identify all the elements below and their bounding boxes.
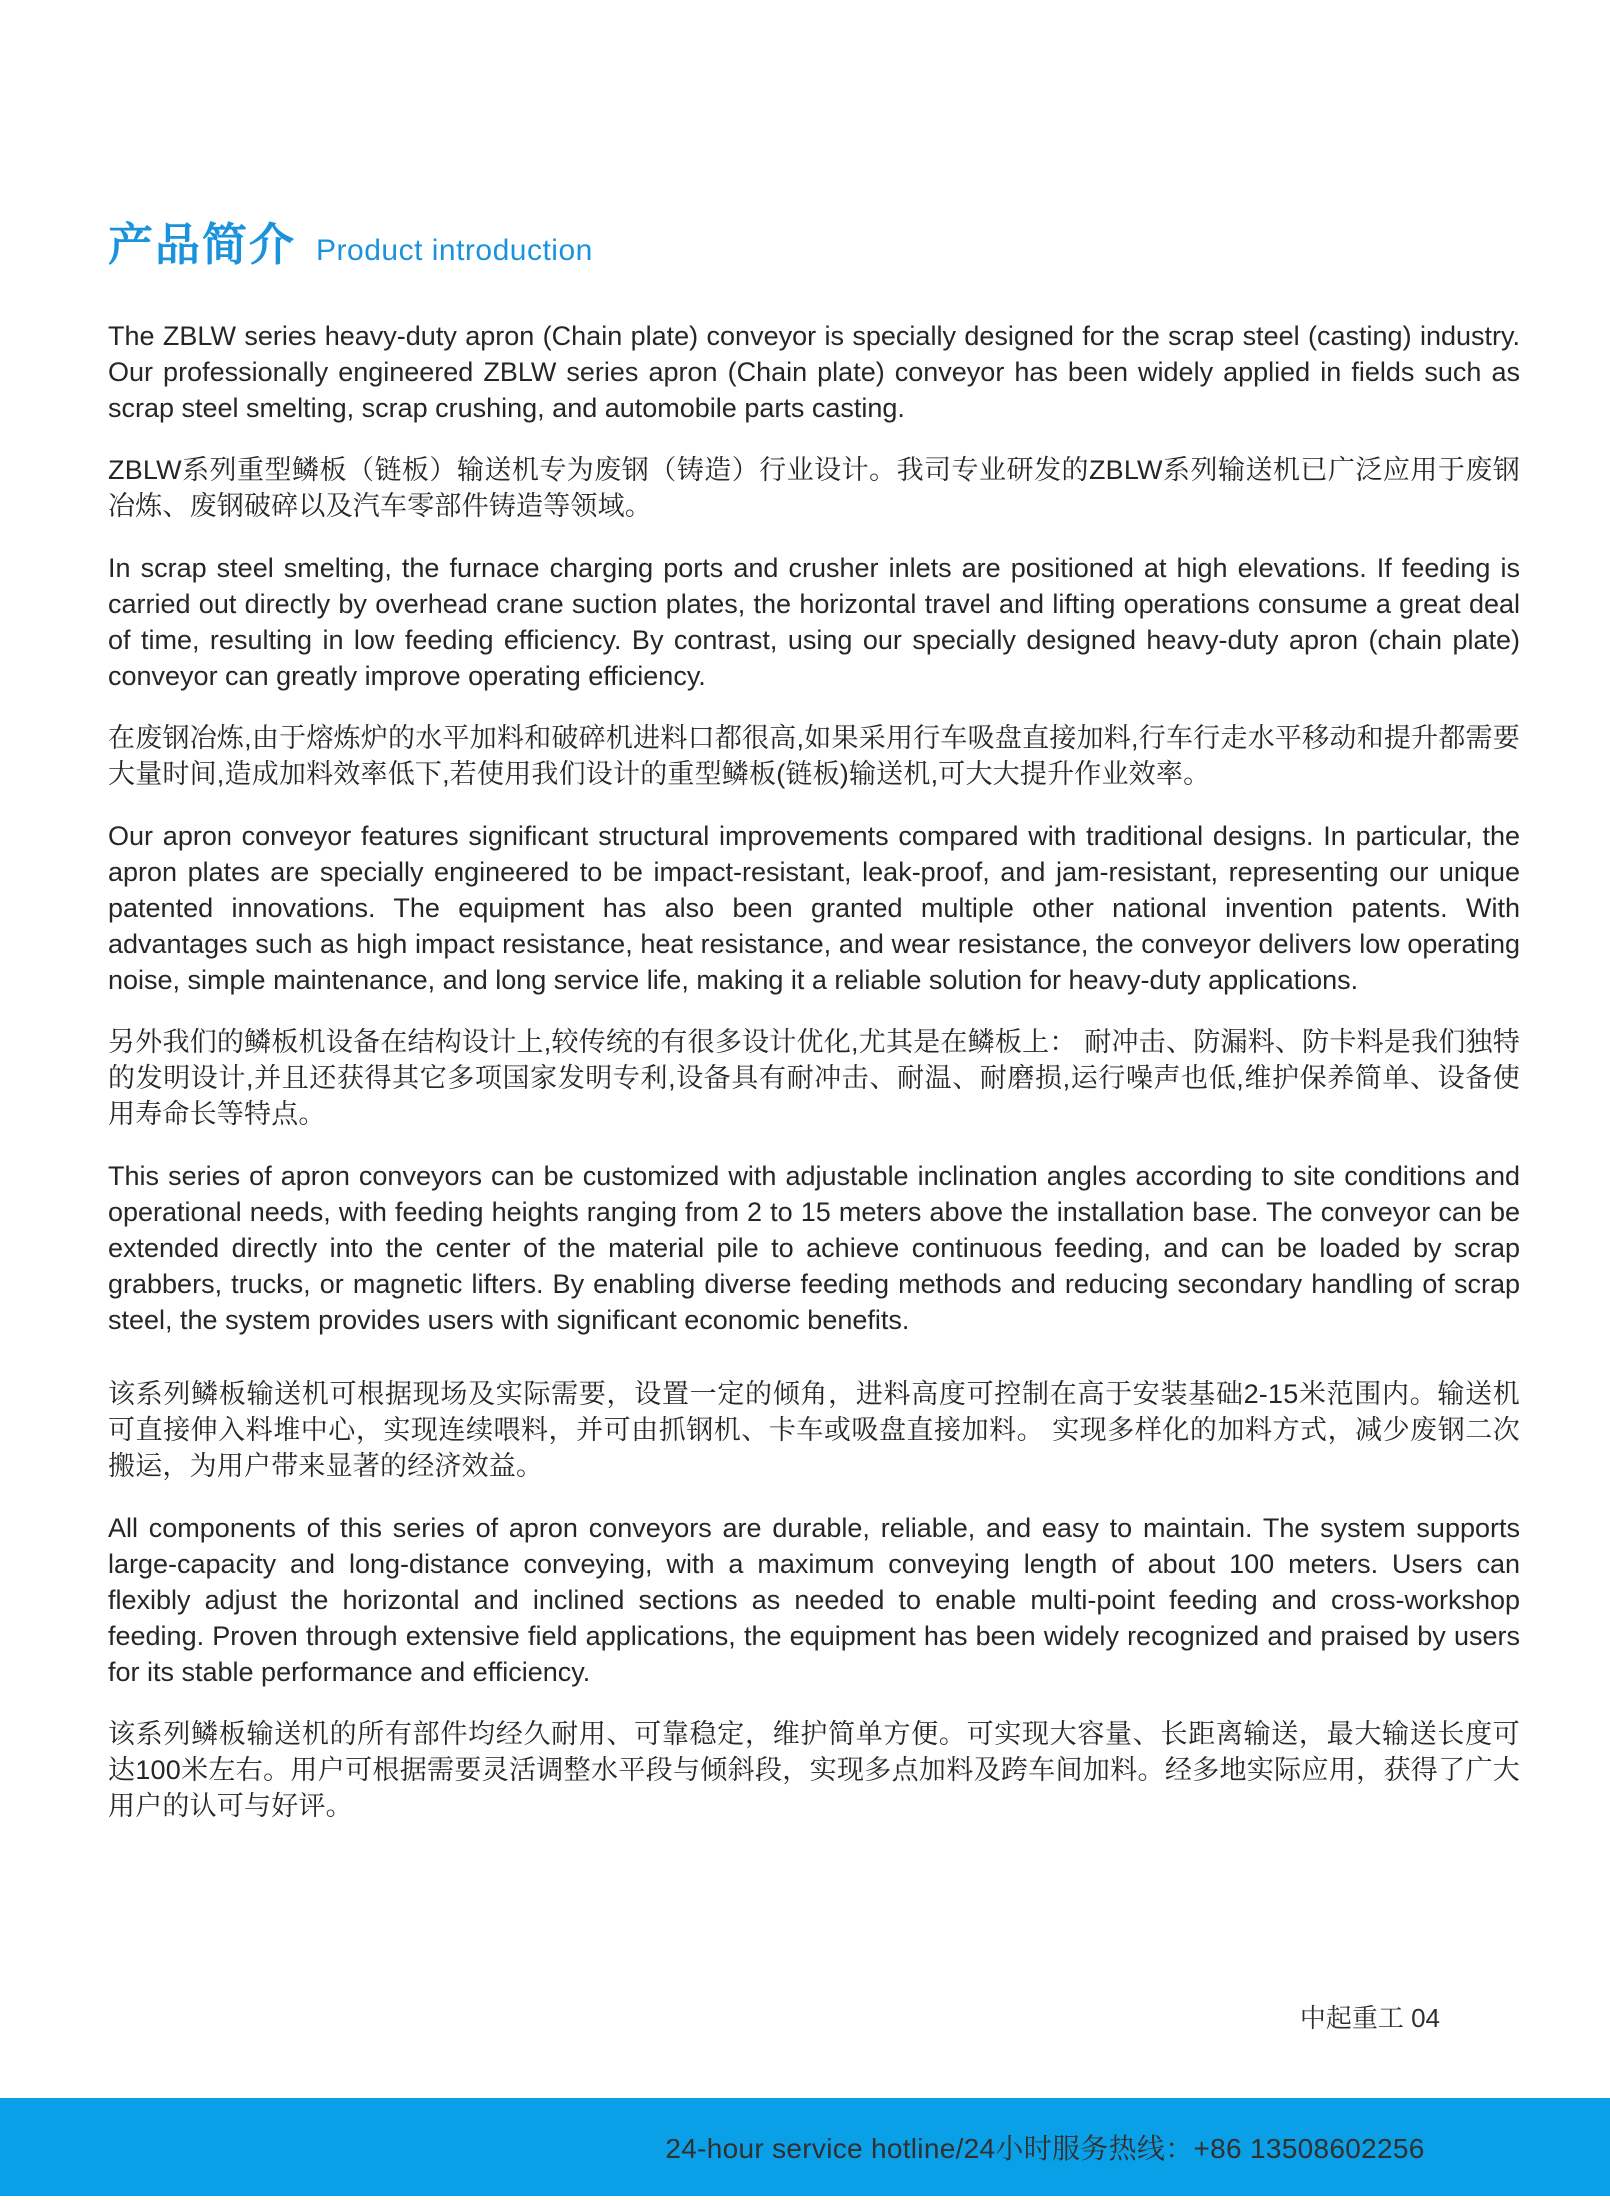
paragraph-en-smelting: In scrap steel smelting, the furnace charging ports and crusher inlets are positioned at high elevations. If feeding is carried out directly by overhead crane suction plates, the horizontal travel and lifting operations consume a great deal of time, resulting in low feeding efficiency. By contrast, using our specially designed heavy-duty apron (chain plate) conveyor can greatly improve operating efficiency. [108, 553, 1520, 691]
paragraph-cn-smelting: 在废钢冶炼,由于熔炼炉的水平加料和破碎机进料口都很高,如果采用行车吸盘直接加料,行车行走水平移动和提升都需要大量时间,造成加料效率低下,若使用我们设计的重型鳞板(链板)输送机,可大大提升作业效率。 [108, 723, 1520, 789]
paragraph-cn-structure: 另外我们的鳞板机设备在结构设计上,较传统的有很多设计优化,尤其是在鳞板上： 耐冲击、防漏料、防卡料是我们独特的发明设计,并且还获得其它多项国家发明专利,设备具有耐冲击、耐温、耐磨损,运行噪声也低,维护保养简单、设备使用寿命长等特点。 [108, 1027, 1520, 1129]
paragraph-cn-durability: 该系列鳞板输送机的所有部件均经久耐用、可靠稳定，维护简单方便。可实现大容量、长距离输送，最大输送长度可达100米左右。用户可根据需要灵活调整水平段与倾斜段，实现多点加料及跨车间加料。经多地实际应用，获得了广大用户的认可与好评。 [108, 1719, 1520, 1821]
page-title-english: Product introduction [316, 234, 593, 267]
page-footer [1300, 1998, 1440, 2035]
paragraph-en-intro: The ZBLW series heavy-duty apron (Chain plate) conveyor is specially designed for the scrap steel (casting) industry. Our professionally engineered ZBLW series apron (Chain plate) conveyor has been widely applied in fields such as scrap steel smelting, scrap crushing, and automobile parts casting. [108, 321, 1520, 423]
paragraph-cn-intro: ZBLW系列重型鳞板（链板）输送机专为废钢（铸造）行业设计。我司专业研发的ZBLW系列输送机已广泛应用于废钢冶炼、废钢破碎以及汽车零部件铸造等领域。 [108, 455, 1520, 521]
page-title-chinese: 产品简介 [108, 219, 297, 270]
page-number-label: 中起重工 04 [1299, 2003, 1440, 2033]
paragraph-en-structure: Our apron conveyor features significant structural improvements compared with traditional designs. In particular, the apron plates are specially engineered to be impact-resistant, leak-proof, and jam-resistant, representing our unique patented innovations. The equipment has also been granted multiple other national invention patents. With advantages such as high impact resistance, heat resistance, and wear resistance, the conveyor delivers low operating noise, simple maintenance, and long service life, making it a reliable solution for heavy-duty applications. [108, 821, 1520, 995]
paragraph-cn-customization: 该系列鳞板输送机可根据现场及实际需要，设置一定的倾角，进料高度可控制在高于安装基础2-15米范围内。输送机可直接伸入料堆中心，实现连续喂料，并可由抓钢机、卡车或吸盘直接加料。 实现多样化的加料方式，减少废钢二次搬运，为用户带来显著的经济效益。 [108, 1379, 1520, 1481]
paragraph-en-durability: All components of this series of apron conveyors are durable, reliable, and easy to maintain. The system supports large-capacity and long-distance conveying, with a maximum conveying length of about 100 meters. Users can flexibly adjust the horizontal and inclined sections as needed to enable multi-point feeding and cross-workshop feeding. Proven through extensive field applications, the equipment has been widely recognized and praised by users for its stable performance and efficiency. [108, 1513, 1520, 1687]
paragraph-en-customization: This series of apron conveyors can be customized with adjustable inclination angles according to site conditions and operational needs, with feeding heights ranging from 2 to 15 meters above the installation base. The conveyor can be extended directly into the center of the material pile to achieve continuous feeding, and can be loaded by scrap grabbers, trucks, or magnetic lifters. By enabling diverse feeding methods and reducing secondary handling of scrap steel, the system provides users with significant economic benefits. [108, 1161, 1520, 1335]
service-hotline-bar [0, 2098, 1610, 2196]
body-text [108, 318, 1520, 1824]
hotline-text: 24-hour service hotline/24小时服务热线：+86 13508602256 [665, 2133, 1425, 2164]
section-header [108, 219, 593, 270]
